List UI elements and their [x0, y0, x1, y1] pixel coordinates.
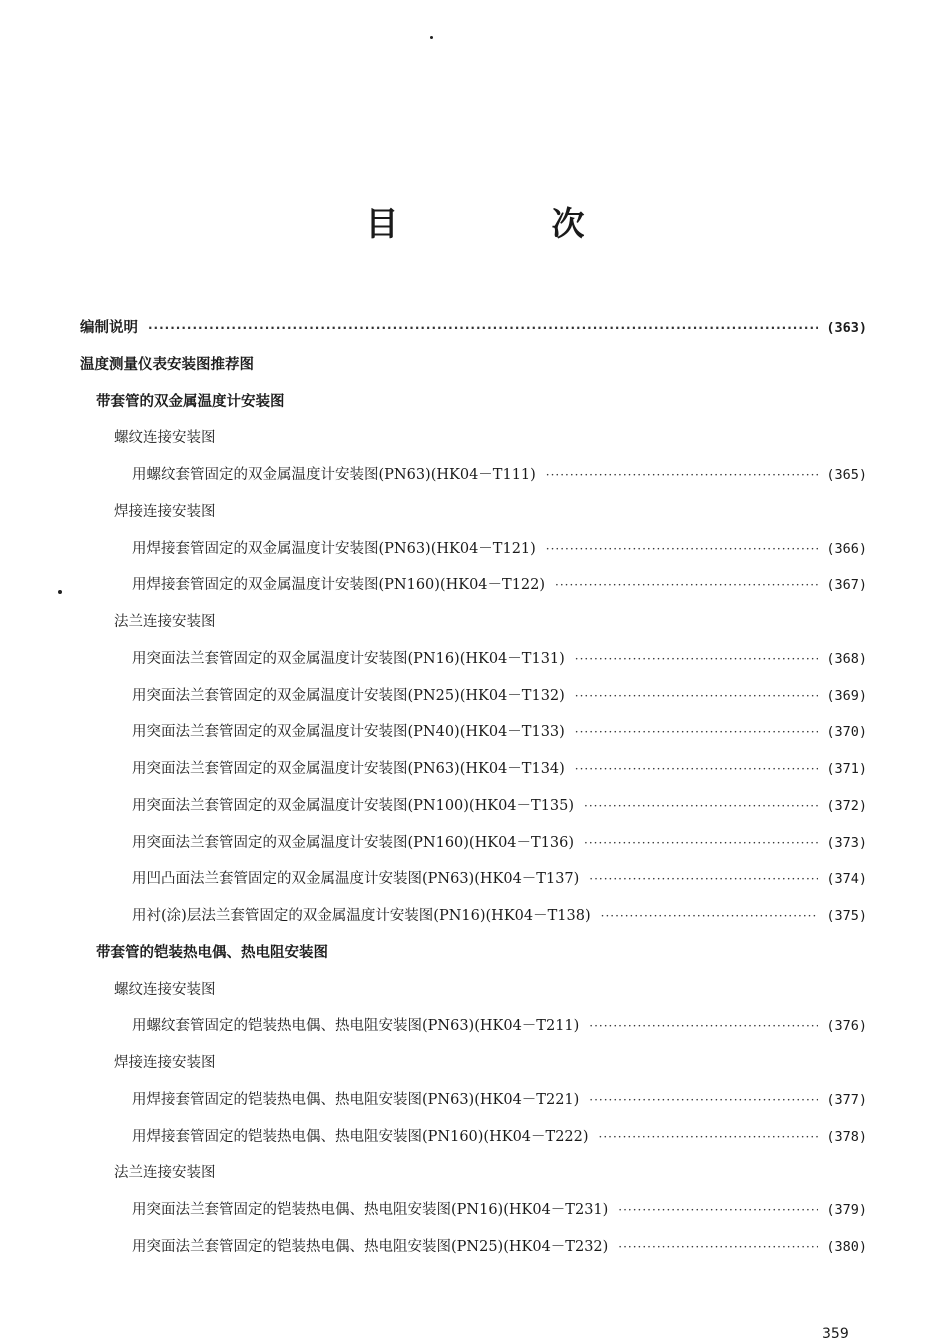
toc-entry-title: 焊接连接安装图	[114, 503, 216, 520]
dot-leader	[584, 836, 818, 850]
dot-leader	[589, 1019, 818, 1033]
dot-leader	[575, 762, 819, 776]
toc-entry-page: (371)	[826, 761, 867, 777]
toc-heading	[80, 390, 867, 427]
toc-entry-page: (376)	[826, 1018, 867, 1035]
toc-entry-title: 用突面法兰套管固定的铠装热电偶、热电阻安装图(PN25)(HK04－T232)	[132, 1238, 609, 1255]
dot-leader	[599, 1130, 819, 1144]
dot-leader	[148, 321, 818, 335]
toc-entry-title: 用焊接套管固定的铠装热电偶、热电阻安装图(PN63)(HK04－T221)	[132, 1091, 580, 1108]
toc-entry[interactable]	[80, 1198, 867, 1235]
toc-entry-page: (375)	[826, 908, 867, 924]
page-number: 359	[822, 1326, 849, 1342]
dot-leader	[618, 1240, 818, 1254]
toc-entry[interactable]	[80, 904, 867, 941]
toc-entry[interactable]	[80, 1235, 867, 1272]
toc-entry-page: (363)	[826, 320, 867, 336]
toc-entry[interactable]	[80, 720, 867, 757]
toc-entry-page: (370)	[826, 724, 867, 741]
dot-leader	[589, 1093, 818, 1107]
toc-entry-page: (365)	[826, 467, 867, 483]
dot-leader	[589, 872, 818, 886]
toc-entry-title: 法兰连接安装图	[114, 614, 216, 630]
toc-entry-title: 编制说明	[80, 320, 138, 336]
dot-leader	[575, 725, 819, 739]
toc-entry-title: 用突面法兰套管固定的双金属温度计安装图(PN25)(HK04－T132)	[132, 687, 565, 704]
toc-entry-title: 带套管的铠装热电偶、热电阻安装图	[96, 944, 328, 961]
toc-entry-title: 带套管的双金属温度计安装图	[96, 393, 285, 410]
toc-heading	[80, 610, 867, 647]
toc-heading	[80, 353, 867, 390]
toc-entry-title: 用焊接套管固定的双金属温度计安装图(PN160)(HK04－T122)	[132, 577, 546, 594]
toc-entry-page: (372)	[826, 797, 867, 814]
toc-entry-title: 用螺纹套管固定的双金属温度计安装图(PN63)(HK04－T111)	[132, 467, 536, 483]
toc-entry[interactable]	[80, 316, 867, 353]
toc-heading	[80, 1051, 867, 1088]
toc-heading	[80, 978, 867, 1015]
toc-entry-title: 焊接连接安装图	[114, 1055, 216, 1071]
toc-entry-title: 螺纹连接安装图	[114, 430, 216, 447]
dot-leader	[575, 652, 819, 666]
dot-leader	[575, 689, 819, 703]
toc-entry[interactable]	[80, 573, 867, 610]
toc-entry[interactable]	[80, 794, 867, 831]
scan-speck	[430, 36, 433, 39]
toc-entry[interactable]	[80, 537, 867, 574]
toc-entry-page: (367)	[826, 577, 867, 594]
toc-entry[interactable]	[80, 1125, 867, 1162]
toc-entry-page: (380)	[826, 1238, 867, 1255]
toc-heading	[80, 426, 867, 463]
page-title: 目 次	[365, 204, 645, 243]
toc-entry-title: 螺纹连接安装图	[114, 981, 216, 998]
dot-leader	[584, 799, 818, 813]
toc-entry[interactable]	[80, 867, 867, 904]
toc-entry-page: (377)	[826, 1091, 867, 1108]
toc-entry-page: (374)	[826, 871, 867, 888]
toc-entry[interactable]	[80, 831, 867, 868]
toc-entry-title: 法兰连接安装图	[114, 1165, 216, 1182]
dot-leader	[546, 542, 819, 556]
toc-heading	[80, 1161, 867, 1198]
dot-leader	[618, 1203, 818, 1217]
toc-entry[interactable]	[80, 1014, 867, 1051]
toc-entry[interactable]	[80, 1088, 867, 1125]
scan-speck	[58, 590, 62, 594]
toc-entry-title: 用焊接套管固定的双金属温度计安装图(PN63)(HK04－T121)	[132, 540, 536, 557]
toc-entry-title: 用衬(涂)层法兰套管固定的双金属温度计安装图(PN16)(HK04－T138)	[132, 908, 591, 924]
table-of-contents	[80, 316, 867, 1272]
toc-entry-title: 用突面法兰套管固定的双金属温度计安装图(PN100)(HK04－T135)	[132, 797, 575, 814]
dot-leader	[546, 468, 819, 482]
toc-entry-page: (368)	[826, 650, 867, 667]
toc-entry-title: 用突面法兰套管固定的铠装热电偶、热电阻安装图(PN16)(HK04－T231)	[132, 1202, 609, 1218]
toc-entry-page: (369)	[826, 687, 867, 704]
toc-entry-title: 用焊接套管固定的铠装热电偶、热电阻安装图(PN160)(HK04－T222)	[132, 1128, 589, 1145]
toc-entry[interactable]	[80, 684, 867, 721]
toc-entry-title: 用突面法兰套管固定的双金属温度计安装图(PN160)(HK04－T136)	[132, 834, 575, 851]
toc-entry-title: 用凹凸面法兰套管固定的双金属温度计安装图(PN63)(HK04－T137)	[132, 871, 580, 888]
toc-entry[interactable]	[80, 463, 867, 500]
toc-entry-page: (366)	[826, 540, 867, 557]
toc-heading	[80, 941, 867, 978]
toc-entry-title: 温度测量仪表安装图推荐图	[80, 356, 254, 373]
toc-heading	[80, 500, 867, 537]
dot-leader	[555, 578, 818, 592]
toc-entry-title: 用突面法兰套管固定的双金属温度计安装图(PN16)(HK04－T131)	[132, 650, 565, 667]
toc-entry-title: 用突面法兰套管固定的双金属温度计安装图(PN63)(HK04－T134)	[132, 761, 565, 777]
toc-entry-page: (373)	[826, 834, 867, 851]
toc-entry[interactable]	[80, 647, 867, 684]
toc-entry-title: 用螺纹套管固定的铠装热电偶、热电阻安装图(PN63)(HK04－T211)	[132, 1018, 580, 1035]
dot-leader	[601, 909, 819, 923]
toc-entry-page: (379)	[826, 1202, 867, 1218]
toc-entry-title: 用突面法兰套管固定的双金属温度计安装图(PN40)(HK04－T133)	[132, 724, 565, 741]
toc-entry-page: (378)	[826, 1128, 867, 1145]
toc-entry[interactable]	[80, 757, 867, 794]
